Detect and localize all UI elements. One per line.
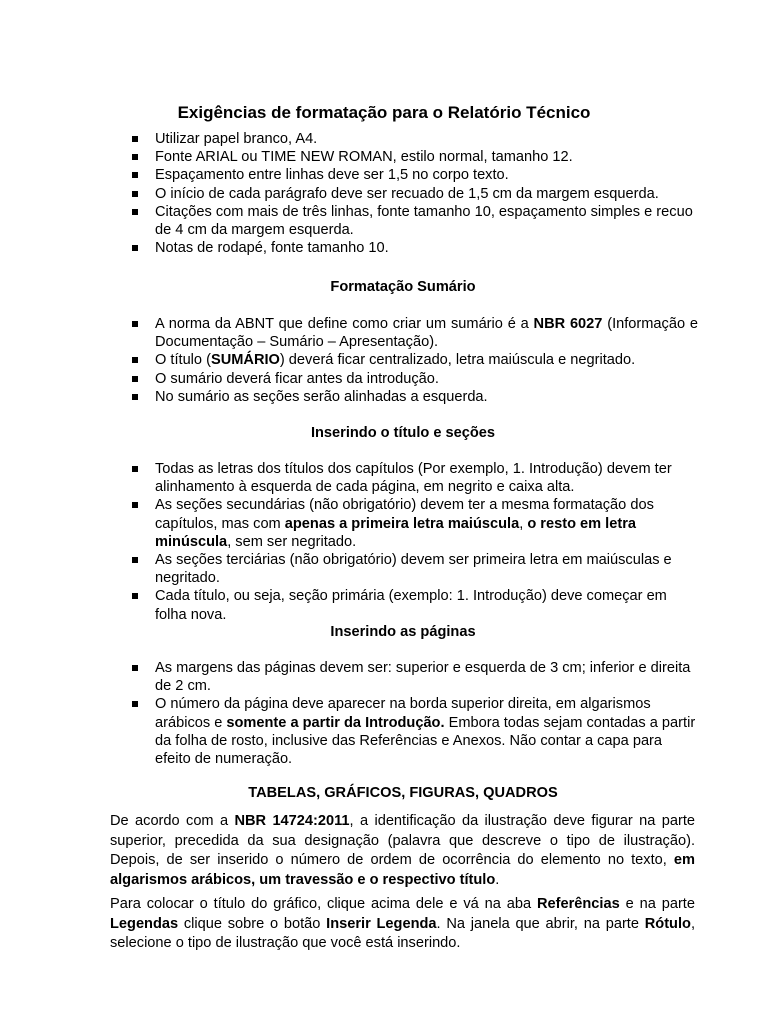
list-item: As margens das páginas devem ser: superior e esquerda de 3 cm; inferior e direita de 2 cm. bbox=[132, 659, 698, 695]
list-item: Espaçamento entre linhas deve ser 1,5 no corpo texto. bbox=[132, 166, 698, 184]
list-item: O número da página deve aparecer na borda superior direita, em algarismos arábicos e somente a partir da Introdução. Embora todas sejam contadas a partir da folha de rosto, inclusive das Referências e Anexos. Não contar a capa para efeito de numeração. bbox=[132, 695, 698, 768]
list-item: Todas as letras dos títulos dos capítulos (Por exemplo, 1. Introdução) devem ter alinhamento à esquerda de cada página, em negrito e caixa alta. bbox=[132, 460, 698, 496]
bullet-icon bbox=[132, 665, 138, 671]
list-item: O título (SUMÁRIO) deverá ficar centralizado, letra maiúscula e negritado. bbox=[132, 351, 698, 369]
list-item: O sumário deverá ficar antes da introdução. bbox=[132, 370, 698, 388]
section-heading-paginas: Inserindo as páginas bbox=[330, 624, 476, 640]
bullet-icon bbox=[132, 154, 138, 160]
paginas-list bbox=[132, 659, 698, 768]
paragraph-nbr: De acordo com a NBR 14724:2011, a identificação da ilustração deve figurar na parte superior, precedida da sua designação (palavra que descreve o tipo de ilustração). Depois, de ser inserido o número de ordem de ocorrência do elemento no texto, em algarismos arábicos, um travessão e o respectivo título. bbox=[110, 813, 696, 888]
bullet-icon bbox=[132, 593, 138, 599]
bullet-icon bbox=[132, 245, 138, 251]
list-item: No sumário as seções serão alinhadas a esquerda. bbox=[132, 388, 698, 406]
list-item: Utilizar papel branco, A4. bbox=[132, 130, 698, 148]
requirements-list bbox=[132, 130, 698, 257]
bullet-icon bbox=[132, 172, 138, 178]
bullet-icon bbox=[132, 191, 138, 197]
list-item: Citações com mais de três linhas, fonte tamanho 10, espaçamento simples e recuo de 4 cm da margem esquerda. bbox=[132, 203, 698, 239]
list-item: As seções secundárias (não obrigatório) devem ter a mesma formatação dos capítulos, mas com apenas a primeira letra maiúscula, o resto em letra minúscula, sem ser negritado. bbox=[132, 496, 698, 551]
list-item: Notas de rodapé, fonte tamanho 10. bbox=[132, 239, 698, 257]
section-heading-titulos: Inserindo o título e seções bbox=[310, 425, 496, 441]
paragraph-legenda: Para colocar o título do gráfico, clique acima dele e vá na aba Referências e na parte Legendas clique sobre o botão Inserir Legenda. Na janela que abrir, na parte Rótulo, selecione o tipo de ilustração que você está inserindo. bbox=[110, 896, 695, 951]
list-item: A norma da ABNT que define como criar um sumário é a NBR 6027 (Informação e Documentação – Sumário – Apresentação). bbox=[132, 315, 698, 351]
bullet-icon bbox=[132, 357, 138, 363]
bullet-icon bbox=[132, 502, 138, 508]
list-item: O início de cada parágrafo deve ser recuado de 1,5 cm da margem esquerda. bbox=[132, 185, 698, 203]
section-heading-sumario: Formatação Sumário bbox=[330, 279, 476, 295]
bullet-icon bbox=[132, 701, 138, 707]
bullet-icon bbox=[132, 376, 138, 382]
bullet-icon bbox=[132, 209, 138, 215]
document-title: Exigências de formatação para o Relatório Técnico bbox=[177, 103, 591, 122]
sumario-list bbox=[132, 315, 698, 406]
bullet-icon bbox=[132, 321, 138, 327]
list-item: As seções terciárias (não obrigatório) devem ser primeira letra em maiúsculas e negritado. bbox=[132, 551, 698, 587]
titulos-list bbox=[132, 460, 698, 624]
list-item: Fonte ARIAL ou TIME NEW ROMAN, estilo normal, tamanho 12. bbox=[132, 148, 698, 166]
bullet-icon bbox=[132, 557, 138, 563]
section-heading-tabelas: TABELAS, GRÁFICOS, FIGURAS, QUADROS bbox=[248, 785, 558, 801]
list-item: Cada título, ou seja, seção primária (exemplo: 1. Introdução) deve começar em folha nova. bbox=[132, 587, 698, 623]
bullet-icon bbox=[132, 466, 138, 472]
bullet-icon bbox=[132, 394, 138, 400]
bullet-icon bbox=[132, 136, 138, 142]
